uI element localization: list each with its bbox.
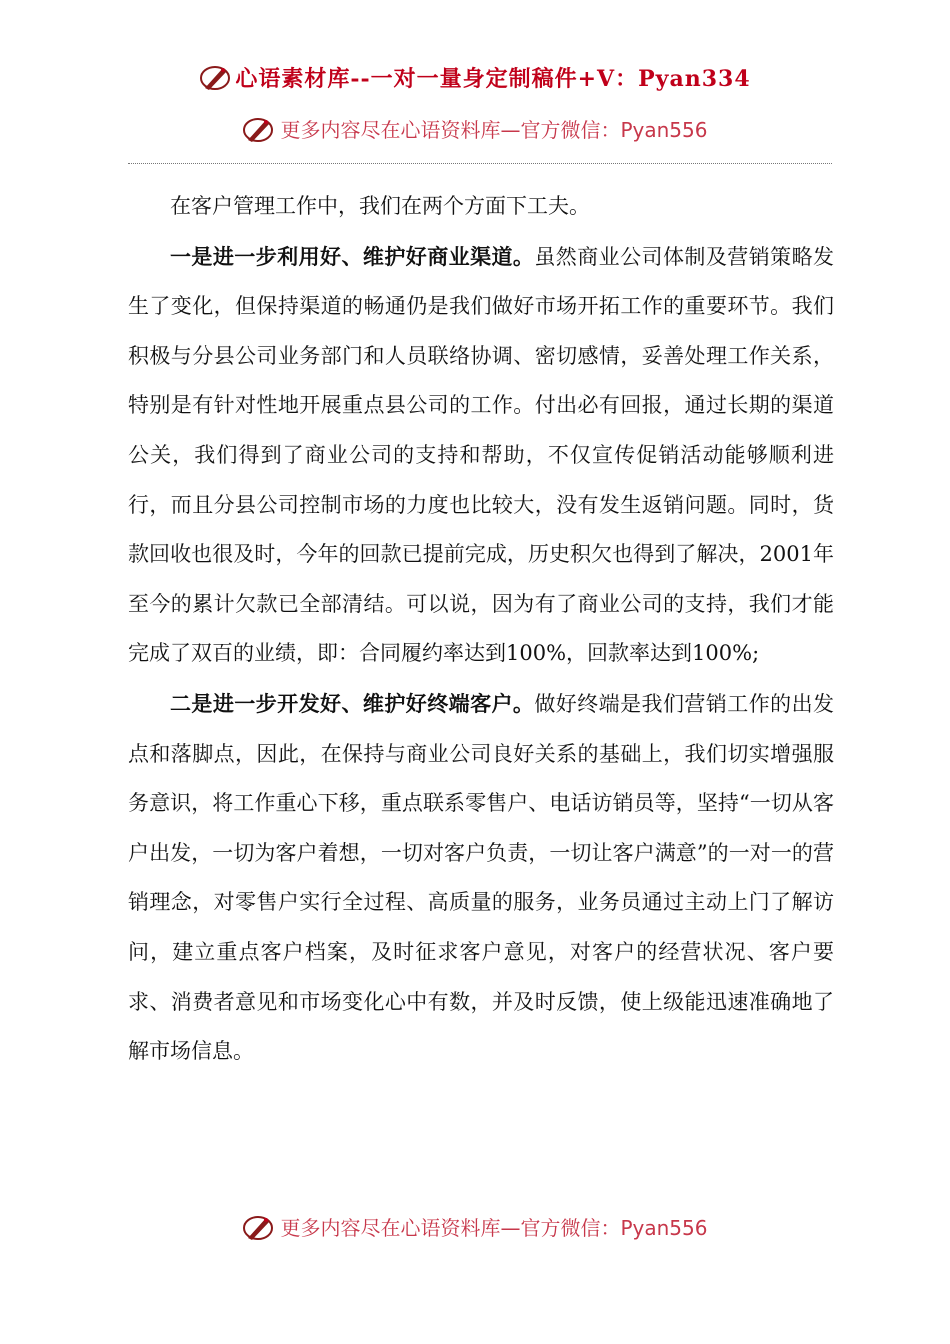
paragraph-terminal-text: 做好终端是我们营销工作的出发点和落脚点，因此，在保持与商业公司良好关系的基础上，我们切实增强服务意识，将工作重心下移，重点联系零售户、电话访销员等，坚持“一切从客户出发，一切为客户着想，一切对客户负责，一切让客户满意”的一对一的营销理念，对零售户实行全过程、高质量的服务，业务员通过主动上门了解访问，建立重点客户档案，及时征求客户意见，对客户的经营状况、客户要求、消费者意见和市场变化心中有数，并及时反馈，使上级能迅速准确地了解市场信息。 [128, 691, 835, 1064]
pen-logo-icon [242, 114, 276, 149]
header-line2-text: 更多内容尽在心语资料库—官方微信：Pyan556 [280, 118, 708, 142]
paragraph-intro-text: 在客户管理工作中，我们在两个方面下工夫。 [170, 194, 590, 218]
paragraph-intro [128, 182, 834, 232]
document-body [128, 182, 834, 1077]
paragraph-channel-text: 虽然商业公司体制及营销策略发生了变化，但保持渠道的畅通仍是我们做好市场开拓工作的重要环节。我们积极与分县公司业务部门和人员联络协调、密切感情，妥善处理工作关系，特别是有针对性地开展重点县公司的工作。付出必有回报，通过长期的渠道公关，我们得到了商业公司的支持和帮助，不仅宣传促销活动能够顺利进行，而且分县公司控制市场的力度也比较大，没有发生返销问题。同时，货款回收也很及时，今年的回款已提前完成，历史积欠也得到了解决，2001年至今的累计欠款已全部清结。可以说，因为有了商业公司的支持，我们才能完成了双百的业绩，即：合同履约率达到100%，回款率达到100%; [128, 244, 835, 666]
header-subtitle [0, 114, 950, 149]
footer [0, 1212, 950, 1247]
pen-logo-icon [242, 1212, 276, 1247]
paragraph-channel [128, 232, 834, 679]
paragraph-channel-heading: 一是进一步利用好、维护好商业渠道。 [170, 243, 535, 269]
pen-logo-icon [199, 62, 233, 98]
footer-text: 更多内容尽在心语资料库—官方微信：Pyan556 [280, 1216, 708, 1240]
header-line1-text: 心语素材库--一对一量身定制稿件+V：Pyan334 [235, 66, 751, 92]
header-title [0, 62, 950, 98]
paragraph-terminal-heading: 二是进一步开发好、维护好终端客户。 [170, 690, 535, 716]
header-divider [128, 163, 832, 164]
paragraph-terminal [128, 679, 834, 1077]
